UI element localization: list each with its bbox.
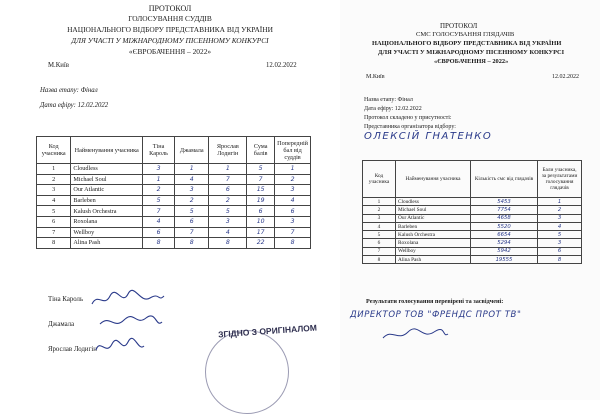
cell-prev: 8 (275, 238, 311, 249)
cell-prev: 2 (275, 174, 311, 185)
header-prev: Попередній бал від суддів (275, 137, 311, 164)
signature-label-2: Джамала (48, 321, 75, 328)
cell-judge-3: 5 (209, 206, 247, 217)
cell-name: Kalush Orchestra (396, 231, 471, 239)
table-row (363, 247, 582, 255)
cell-code: 5 (37, 206, 71, 217)
cell-points: 8 (538, 256, 582, 264)
cell-name: Barleben (71, 195, 143, 206)
cell-code: 5 (363, 231, 396, 239)
header-sum: Сума балів (247, 137, 275, 164)
cell-judge-2: 8 (175, 238, 209, 249)
left-stage: Назва етапу: Фінал (40, 87, 98, 94)
stamp-text: ЗГІДНО З ОРИГІНАЛОМ (217, 322, 318, 340)
left-date: 12.02.2022 (266, 62, 297, 69)
cell-judge-2: 7 (175, 227, 209, 238)
cell-name: Kalush Orchestra (71, 206, 143, 217)
cell-judge-2: 2 (175, 195, 209, 206)
cell-code: 1 (37, 164, 71, 175)
left-title: ПРОТОКОЛ (148, 4, 192, 13)
cell-name: Cloudless (396, 198, 471, 206)
signature-label-1: Тіна Кароль (48, 296, 84, 303)
cell-judge-3: 8 (209, 238, 247, 249)
right-air-date: Дата ефіру: 12.02.2022 (364, 106, 422, 112)
cell-code: 8 (363, 256, 396, 264)
cell-name: Wellboy (71, 227, 143, 238)
cell-judge-2: 3 (175, 185, 209, 196)
cell-name: Our Atlantic (71, 185, 143, 196)
table-row (363, 222, 582, 230)
table-row (37, 206, 311, 217)
cell-prev: 3 (275, 216, 311, 227)
cell-points: 2 (538, 206, 582, 214)
left-line4: «ЄВРОБАЧЕННЯ – 2022» (128, 47, 212, 56)
header-judge-3: Ярослав Лодигін (209, 137, 247, 164)
cell-sms: 7754 (471, 206, 538, 214)
table-row (363, 231, 582, 239)
table-header-row (37, 137, 311, 164)
cell-code: 7 (363, 247, 396, 255)
cell-code: 1 (363, 198, 396, 206)
cell-prev: 4 (275, 195, 311, 206)
cell-judge-1: 5 (143, 195, 175, 206)
table-row (37, 164, 311, 175)
cell-points: 5 (538, 231, 582, 239)
left-city: М.Київ (48, 62, 70, 69)
cell-code: 7 (37, 227, 71, 238)
cell-sms: 19555 (471, 256, 538, 264)
cell-prev: 1 (275, 164, 311, 175)
cell-code: 8 (37, 238, 71, 249)
right-stage: Назва етапу: Фінал (364, 97, 413, 103)
cell-judge-1: 8 (143, 238, 175, 249)
cell-judge-3: 6 (209, 185, 247, 196)
right-line2: НАЦІОНАЛЬНОГО ВІДБОРУ ПРЕДСТАВНИКА ВІД УКРАЇНИ (372, 40, 562, 47)
cell-judge-1: 6 (143, 227, 175, 238)
signature-1-icon (88, 288, 168, 310)
cell-sum: 17 (247, 227, 275, 238)
header-name: Найменування учасника (71, 137, 143, 164)
cell-sms: 4658 (471, 214, 538, 222)
cell-name: Michael Soul (71, 174, 143, 185)
sms-votes-table (362, 160, 582, 264)
cell-sum: 10 (247, 216, 275, 227)
cell-name: Michael Soul (396, 206, 471, 214)
right-verifier: ДИРЕКТОР ТОВ "ФРЕНДС ПРОТ ТВ" (350, 310, 522, 320)
cell-sms: 5520 (471, 222, 538, 230)
jury-votes-table (36, 136, 311, 249)
cell-points: 4 (538, 222, 582, 230)
cell-name: Cloudless (71, 164, 143, 175)
cell-judge-1: 7 (143, 206, 175, 217)
cell-sum: 22 (247, 238, 275, 249)
signature-3-icon (92, 336, 148, 358)
cell-judge-1: 1 (143, 174, 175, 185)
cell-code: 2 (37, 174, 71, 185)
left-air-date: Дата ефіру: 12.02.2022 (40, 102, 109, 109)
cell-judge-3: 7 (209, 174, 247, 185)
header-name: Найменування учасника (396, 161, 471, 198)
cell-name: Barleben (396, 222, 471, 230)
left-line1: ГОЛОСУВАННЯ СУДДІВ (128, 14, 212, 23)
cell-sms: 6654 (471, 231, 538, 239)
cell-judge-2: 4 (175, 174, 209, 185)
right-line3: ДЛЯ УЧАСТІ У МІЖНАРОДНОМУ ПІСЕННОМУ КОНКУРСІ (378, 49, 565, 56)
cell-points: 3 (538, 214, 582, 222)
left-line2: НАЦІОНАЛЬНОГО ВІДБОРУ ПРЕДСТАВНИКА ВІД УКРАЇНИ (67, 25, 273, 34)
cell-code: 4 (363, 222, 396, 230)
cell-name: Our Atlantic (396, 214, 471, 222)
header-points: Бали учасника, за результатами голосування глядачів (538, 161, 582, 198)
cell-prev: 3 (275, 185, 311, 196)
right-line1: СМС ГОЛОСУВАННЯ ГЛЯДАЧІВ (416, 31, 515, 38)
right-date: 12.02.2022 (552, 74, 579, 80)
cell-judge-1: 2 (143, 185, 175, 196)
table-header-row (363, 161, 582, 198)
right-line4: «ЄВРОБАЧЕННЯ – 2022» (434, 58, 509, 65)
stamp-seal-icon (205, 330, 289, 414)
cell-name: Roxolana (396, 239, 471, 247)
cell-prev: 6 (275, 206, 311, 217)
table-row (37, 195, 311, 206)
cell-prev: 7 (275, 227, 311, 238)
header-judge-1: Тіна Кароль (143, 137, 175, 164)
cell-judge-2: 6 (175, 216, 209, 227)
cell-code: 6 (37, 216, 71, 227)
table-row (37, 174, 311, 185)
header-sms: Кількість смс від глядачів (471, 161, 538, 198)
cell-judge-3: 2 (209, 195, 247, 206)
cell-name: Alina Pash (396, 256, 471, 264)
cell-sum: 19 (247, 195, 275, 206)
signature-2-icon (96, 312, 166, 332)
cell-code: 6 (363, 239, 396, 247)
cell-judge-1: 4 (143, 216, 175, 227)
verifier-signature-icon (380, 326, 450, 344)
table-row (363, 206, 582, 214)
cell-sms: 5453 (471, 198, 538, 206)
table-row (37, 238, 311, 249)
cell-judge-3: 1 (209, 164, 247, 175)
right-title: ПРОТОКОЛ (440, 22, 478, 30)
cell-judge-3: 4 (209, 227, 247, 238)
cell-judge-1: 3 (143, 164, 175, 175)
cell-sms: 5294 (471, 239, 538, 247)
cell-judge-2: 5 (175, 206, 209, 217)
cell-points: 1 (538, 198, 582, 206)
cell-code: 3 (37, 185, 71, 196)
table-row (37, 216, 311, 227)
cell-name: Roxolana (71, 216, 143, 227)
table-row (363, 256, 582, 264)
cell-sms: 5942 (471, 247, 538, 255)
left-line3: ДЛЯ УЧАСТІ У МІЖНАРОДНОМУ ПІСЕННОМУ КОНКУРСІ (71, 36, 269, 45)
cell-code: 3 (363, 214, 396, 222)
right-city: М.Київ (366, 74, 385, 80)
table-row (363, 198, 582, 206)
cell-name: Wellboy (396, 247, 471, 255)
cell-sum: 15 (247, 185, 275, 196)
cell-judge-2: 1 (175, 164, 209, 175)
table-row (37, 185, 311, 196)
right-compiled: Протокол складено у присутності: (364, 115, 452, 121)
right-verified: Результати голосування перевірені та засвідчені: (366, 298, 504, 305)
cell-points: 6 (538, 247, 582, 255)
cell-sum: 6 (247, 206, 275, 217)
header-code: Код учасника (37, 137, 71, 164)
cell-points: 3 (538, 239, 582, 247)
right-org-rep: Представника організатора відбору: (364, 124, 456, 130)
header-code: Код учасника (363, 161, 396, 198)
cell-sum: 5 (247, 164, 275, 175)
table-row (363, 239, 582, 247)
signature-label-3: Ярослав Лодигін (48, 346, 97, 353)
cell-code: 2 (363, 206, 396, 214)
cell-code: 4 (37, 195, 71, 206)
cell-judge-3: 3 (209, 216, 247, 227)
table-row (363, 214, 582, 222)
cell-sum: 7 (247, 174, 275, 185)
cell-name: Alina Pash (71, 238, 143, 249)
header-judge-2: Джамала (175, 137, 209, 164)
table-row (37, 227, 311, 238)
right-org-name: ОЛЕКСІЙ ГНАТЕНКО (364, 131, 493, 142)
